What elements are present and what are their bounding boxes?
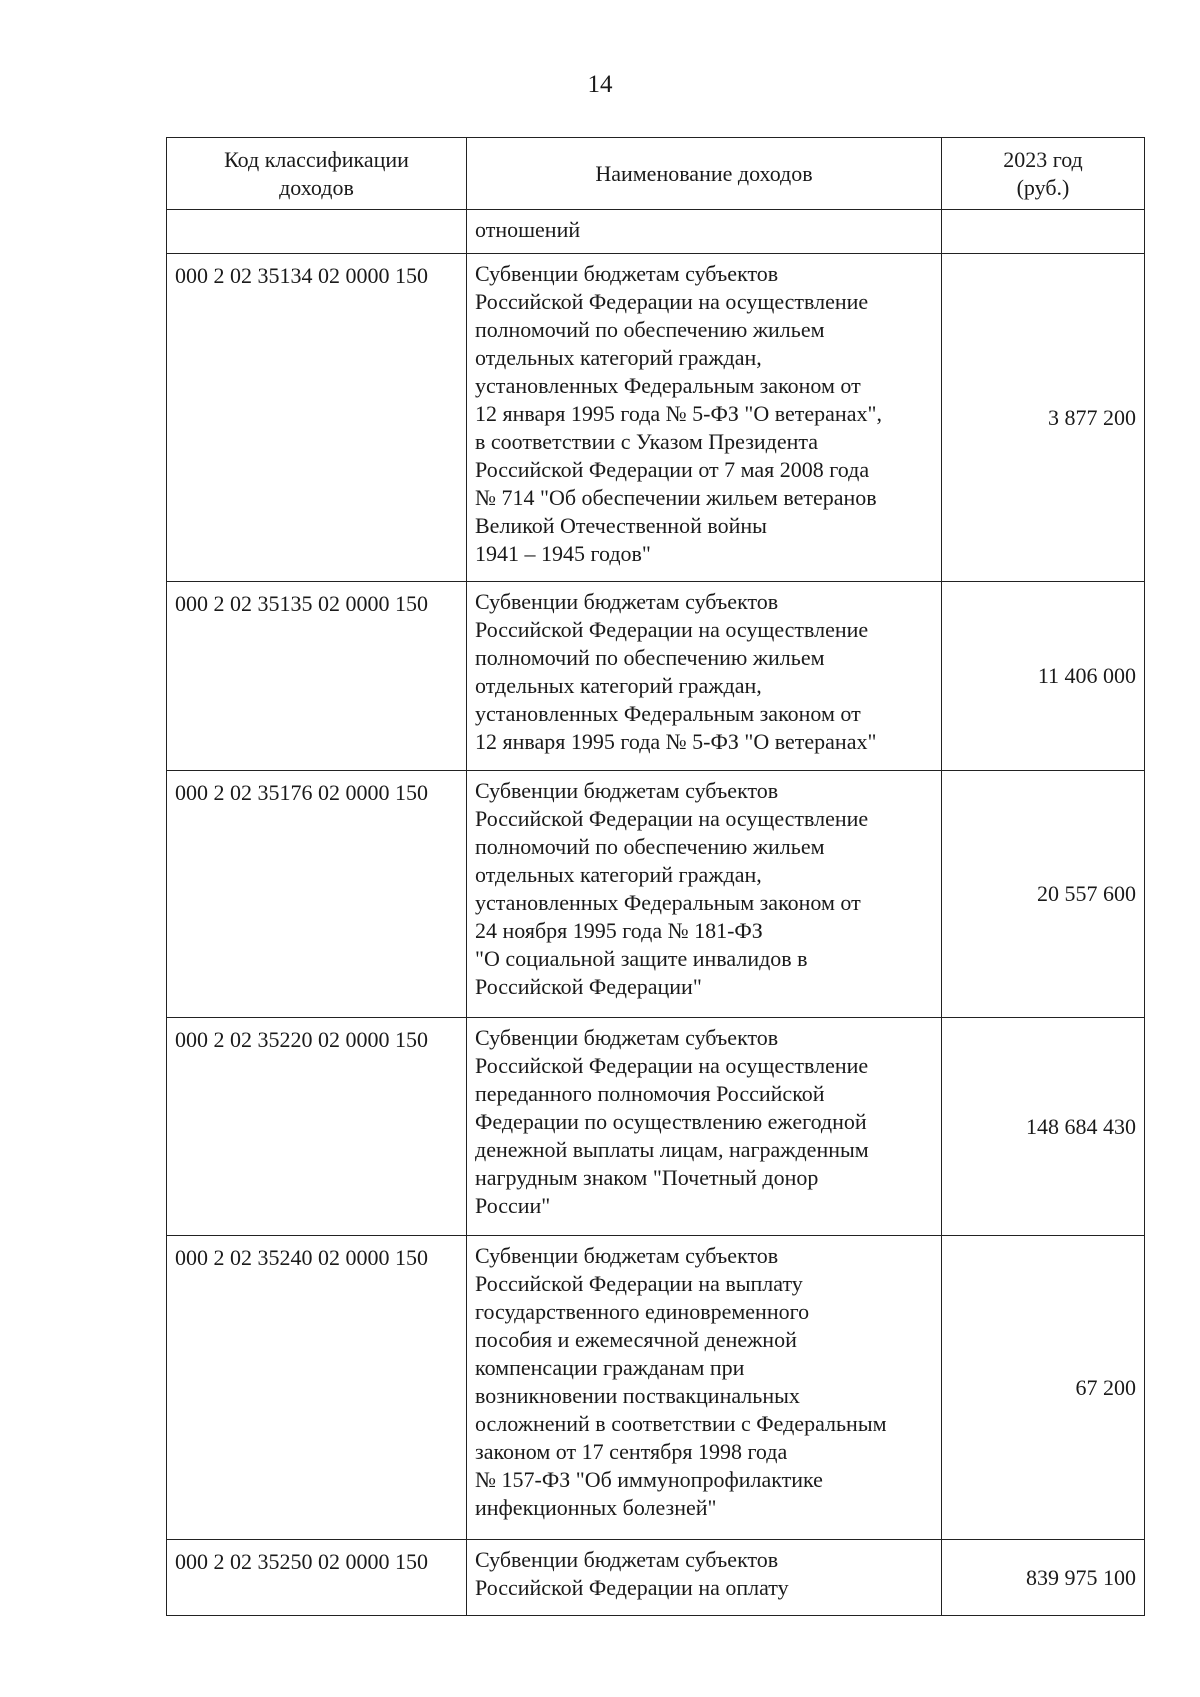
- revenue-name-cell: [467, 582, 942, 771]
- revenue-name-line: полномочий по обеспечению жильем: [475, 834, 825, 859]
- revenue-name-line: переданного полномочия Российской: [475, 1081, 825, 1106]
- revenue-name-line: № 714 "Об обеспечении жильем ветеранов: [475, 485, 877, 510]
- revenue-name-cell: [467, 1540, 942, 1616]
- amount-cell: 148 684 430: [942, 1018, 1145, 1236]
- revenue-name-line: Субвенции бюджетам субъектов: [475, 261, 779, 286]
- revenue-name-line: Российской Федерации на осуществление: [475, 617, 869, 642]
- table-header-row: [167, 138, 1145, 210]
- revenue-name-line: Российской Федерации на осуществление: [475, 289, 869, 314]
- revenue-name-line: Российской Федерации на осуществление: [475, 806, 869, 831]
- page-number: 14: [587, 71, 613, 98]
- table-row: [167, 1236, 1145, 1540]
- revenue-name-line: "О социальной защите инвалидов в: [475, 946, 808, 971]
- revenue-name-line: пособия и ежемесячной денежной: [475, 1327, 797, 1352]
- amount-cell: 3 877 200: [942, 254, 1145, 582]
- table-row: [167, 210, 1145, 254]
- amount-cell: 11 406 000: [942, 582, 1145, 771]
- revenue-name-line: Российской Федерации": [475, 974, 702, 999]
- revenue-name-line: Великой Отечественной войны: [475, 513, 767, 538]
- revenue-name-line: Российской Федерации от 7 мая 2008 года: [475, 457, 870, 482]
- header-amount-line: 2023 год: [1003, 146, 1083, 172]
- revenue-name-line: инфекционных болезней": [475, 1495, 717, 1520]
- amount-cell: 20 557 600: [942, 771, 1145, 1018]
- revenue-name-cell: [467, 1018, 942, 1236]
- classification-code-cell: 000 2 02 35220 02 0000 150: [167, 1018, 467, 1236]
- revenue-name-line: Субвенции бюджетам субъектов: [475, 589, 779, 614]
- revenue-name-line: 12 января 1995 года № 5-ФЗ "О ветеранах",: [475, 401, 882, 426]
- revenue-name-line: установленных Федеральным законом от: [475, 701, 861, 726]
- amount-cell: 67 200: [942, 1236, 1145, 1540]
- header-name: [467, 138, 942, 210]
- revenue-name-line: России": [475, 1193, 551, 1218]
- table-row: [167, 771, 1145, 1018]
- table-row: [167, 254, 1145, 582]
- revenue-name-cell: [467, 210, 942, 254]
- revenue-name-line: отдельных категорий граждан,: [475, 345, 762, 370]
- revenue-name-line: отдельных категорий граждан,: [475, 862, 762, 887]
- header-code-line: Код классификации: [224, 146, 409, 172]
- table-row: [167, 582, 1145, 771]
- revenue-name-line: отношений: [475, 217, 581, 242]
- classification-code-cell: [167, 210, 467, 254]
- header-amount: [942, 138, 1145, 210]
- revenue-name-line: полномочий по обеспечению жильем: [475, 317, 825, 342]
- classification-code-cell: 000 2 02 35240 02 0000 150: [167, 1236, 467, 1540]
- header-amount-line: (руб.): [1016, 174, 1070, 200]
- amount-cell: 839 975 100: [942, 1540, 1145, 1616]
- table-row: [167, 1540, 1145, 1616]
- classification-code-cell: 000 2 02 35176 02 0000 150: [167, 771, 467, 1018]
- revenue-name-line: в соответствии с Указом Президента: [475, 429, 819, 454]
- revenue-name-line: возникновении поствакцинальных: [475, 1383, 800, 1408]
- header-code: [167, 138, 467, 210]
- revenue-name-line: нагрудным знаком "Почетный донор: [475, 1165, 819, 1190]
- revenue-name-line: законом от 17 сентября 1998 года: [475, 1439, 788, 1464]
- revenue-name-line: Субвенции бюджетам субъектов: [475, 778, 779, 803]
- revenue-name-line: отдельных категорий граждан,: [475, 673, 762, 698]
- revenue-name-cell: [467, 1236, 942, 1540]
- revenue-name-line: № 157-ФЗ "Об иммунопрофилактике: [475, 1467, 823, 1492]
- revenue-name-line: компенсации гражданам при: [475, 1355, 745, 1380]
- revenue-name-line: установленных Федеральным законом от: [475, 890, 861, 915]
- revenue-name-line: государственного единовременного: [475, 1299, 810, 1324]
- classification-code-cell: 000 2 02 35250 02 0000 150: [167, 1540, 467, 1616]
- header-name-line: Наименование доходов: [595, 160, 813, 186]
- revenue-name-line: 1941 – 1945 годов": [475, 541, 651, 566]
- revenue-name-line: Федерации по осуществлению ежегодной: [475, 1109, 867, 1134]
- revenue-name-line: Субвенции бюджетам субъектов: [475, 1243, 779, 1268]
- revenue-name-line: Субвенции бюджетам субъектов: [475, 1025, 779, 1050]
- revenue-name-line: денежной выплаты лицам, награжденным: [475, 1137, 869, 1162]
- table-row: [167, 1018, 1145, 1236]
- revenue-name-line: осложнений в соответствии с Федеральным: [475, 1411, 887, 1436]
- classification-code-cell: 000 2 02 35135 02 0000 150: [167, 582, 467, 771]
- revenue-name-cell: [467, 254, 942, 582]
- classification-code-cell: 000 2 02 35134 02 0000 150: [167, 254, 467, 582]
- header-code-line: доходов: [279, 174, 354, 200]
- revenue-name-line: Российской Федерации на оплату: [475, 1575, 789, 1600]
- amount-cell: [942, 210, 1145, 254]
- revenue-table: [166, 137, 1145, 1616]
- revenue-name-cell: [467, 771, 942, 1018]
- revenue-name-line: установленных Федеральным законом от: [475, 373, 861, 398]
- revenue-name-line: Российской Федерации на осуществление: [475, 1053, 869, 1078]
- revenue-name-line: Субвенции бюджетам субъектов: [475, 1547, 779, 1572]
- revenue-name-line: Российской Федерации на выплату: [475, 1271, 803, 1296]
- revenue-name-line: 24 ноября 1995 года № 181-ФЗ: [475, 918, 763, 943]
- revenue-name-line: полномочий по обеспечению жильем: [475, 645, 825, 670]
- revenue-name-line: 12 января 1995 года № 5-ФЗ "О ветеранах": [475, 729, 877, 754]
- table-body: [167, 210, 1145, 1616]
